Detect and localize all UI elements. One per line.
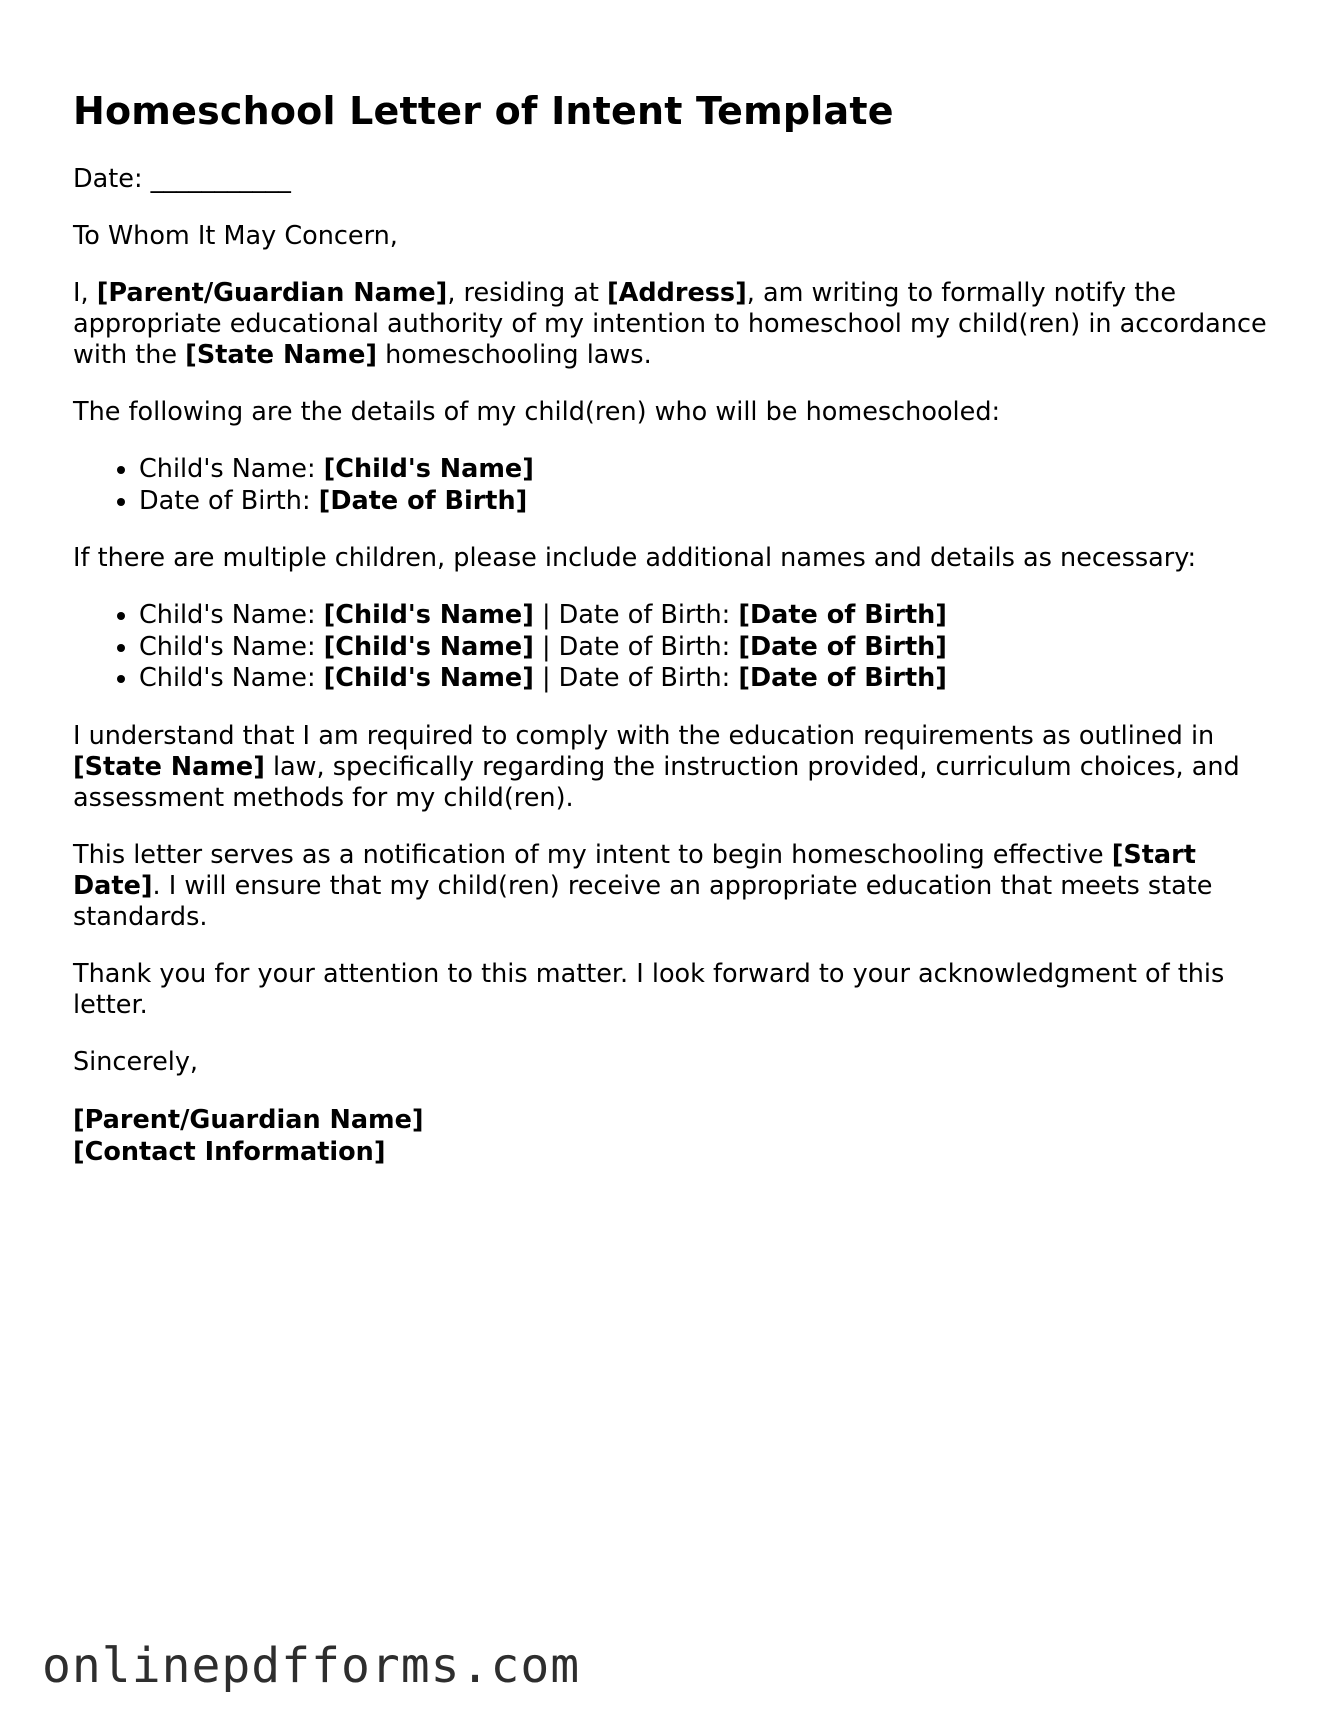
child-name-label: Child's Name:	[139, 631, 324, 662]
closing: Sincerely,	[73, 1046, 199, 1077]
document-title: Homeschool Letter of Intent Template	[73, 89, 894, 133]
dob-label: Date of Birth:	[139, 485, 319, 516]
salutation: To Whom It May Concern,	[73, 221, 398, 251]
dob-placeholder: [Date of Birth]	[318, 485, 528, 516]
intro-text-4: homeschooling laws.	[377, 340, 652, 370]
list-item	[139, 632, 1273, 664]
multiple-children-intro: If there are multiple children, please include additional names and details as necessary:	[73, 543, 1197, 573]
child-name-placeholder: [Child's Name]	[323, 663, 534, 693]
dob-separator: | Date of Birth:	[533, 600, 739, 630]
child-name-placeholder: [Child's Name]	[323, 454, 534, 484]
start-date-placeholder: [Start Date]	[73, 839, 1196, 901]
date-line: Date: ___________	[73, 164, 291, 194]
child-name-placeholder: [Child's Name]	[323, 631, 534, 662]
compliance-paragraph	[73, 721, 1273, 814]
notification-text-1: This letter serves as a notification of my intent to begin homeschooling effective	[73, 839, 1112, 870]
dob-placeholder: [Date of Birth]	[738, 663, 947, 693]
notification-paragraph	[73, 840, 1273, 933]
dob-placeholder: [Date of Birth]	[738, 600, 947, 630]
intro-text-1: I,	[73, 278, 97, 308]
child-name-label: Child's Name:	[139, 454, 324, 484]
thanks-paragraph: Thank you for your attention to this matter. I look forward to your acknowledgment of this letter.	[73, 958, 1225, 1020]
child-name-label: Child's Name:	[139, 663, 324, 693]
state-name-placeholder: [State Name]	[73, 751, 265, 782]
state-name-placeholder: [State Name]	[185, 340, 378, 370]
letter-page	[73, 88, 1273, 1168]
list-item	[139, 600, 1273, 632]
list-item	[139, 663, 1273, 695]
watermark: onlinepdfforms.com	[42, 1638, 581, 1694]
dob-separator: | Date of Birth:	[533, 631, 739, 662]
list-item	[139, 486, 1273, 518]
signature-contact: [Contact Information]	[73, 1136, 386, 1167]
additional-children-list	[73, 600, 1273, 695]
compliance-text-1: I understand that I am required to comply with the education requirements as outlined in	[73, 720, 1215, 751]
dob-separator: | Date of Birth:	[533, 663, 739, 693]
compliance-text-2: law, specifically regarding the instruction provided, curriculum choices, and assessment methods for my child(ren).	[73, 751, 1240, 813]
list-item	[139, 454, 1273, 486]
intro-text-2: , residing at	[447, 278, 607, 308]
intro-text-3: , am writing to formally notify the appropriate educational authority of my intention to homeschool my child(ren) in accordance with the	[73, 278, 1267, 370]
parent-name-placeholder: [Parent/Guardian Name]	[96, 278, 448, 308]
primary-child-list	[73, 454, 1273, 517]
notification-text-2: . I will ensure that my child(ren) receive an appropriate education that meets state standards.	[73, 870, 1213, 932]
child-name-placeholder: [Child's Name]	[323, 600, 534, 630]
signature-name: [Parent/Guardian Name]	[73, 1104, 424, 1135]
intro-paragraph	[73, 278, 1273, 371]
address-placeholder: [Address]	[606, 278, 747, 308]
child-name-label: Child's Name:	[139, 600, 324, 630]
dob-placeholder: [Date of Birth]	[738, 631, 947, 662]
details-intro: The following are the details of my child(ren) who will be homeschooled:	[73, 397, 1001, 427]
